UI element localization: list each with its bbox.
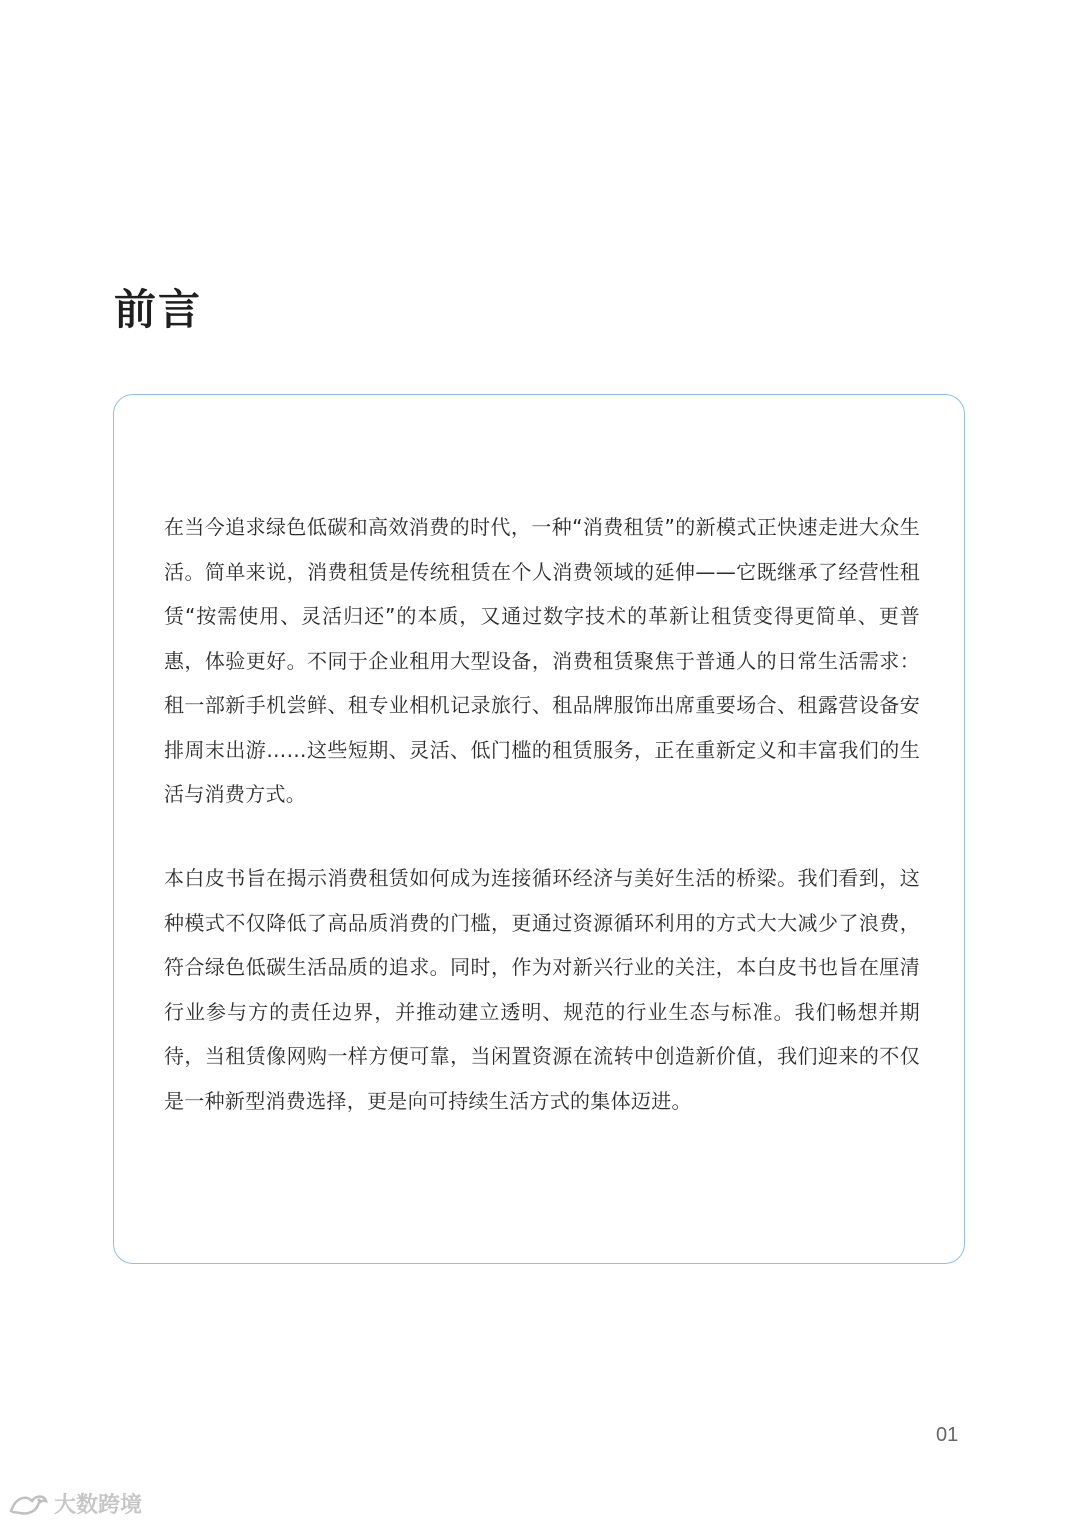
bird-logo-icon bbox=[8, 1491, 48, 1517]
foreword-paragraph-2: 本白皮书旨在揭示消费租赁如何成为连接循环经济与美好生活的桥梁。我们看到，这种模式不仅降低了高品质消费的门槛，更通过资源循环利用的方式大大减少了浪费，符合绿色低碳生活品质的追求。同时，作为对新兴行业的关注，本白皮书也旨在厘清行业参与方的责任边界，并推动建立透明、规范的行业生态与标准。我们畅想并期待，当租赁像网购一样方便可靠，当闲置资源在流转中创造新价值，我们迎来的不仅是一种新型消费选择，更是向可持续生活方式的集体迈进。 bbox=[164, 866, 920, 1113]
page-title: 前言 bbox=[114, 285, 203, 334]
page-number: 01 bbox=[936, 1424, 959, 1446]
watermark bbox=[8, 1488, 142, 1519]
watermark-text: 大数跨境 bbox=[54, 1493, 143, 1518]
foreword-paragraph-1: 在当今追求绿色低碳和高效消费的时代，一种“消费租赁”的新模式正快速走进大众生活。简单来说，消费租赁是传统租赁在个人消费领域的延伸——它既继承了经营性租赁“按需使用、灵活归还”的本质，又通过数字技术的革新让租赁变得更简单、更普惠，体验更好。不同于企业租用大型设备，消费租赁聚焦于普通人的日常生活需求：租一部新手机尝鲜、租专业相机记录旅行、租品牌服饰出席重要场合、租露营设备安排周末出游……这些短期、灵活、低门槛的租赁服务，正在重新定义和丰富我们的生活与消费方式。 bbox=[164, 515, 920, 806]
